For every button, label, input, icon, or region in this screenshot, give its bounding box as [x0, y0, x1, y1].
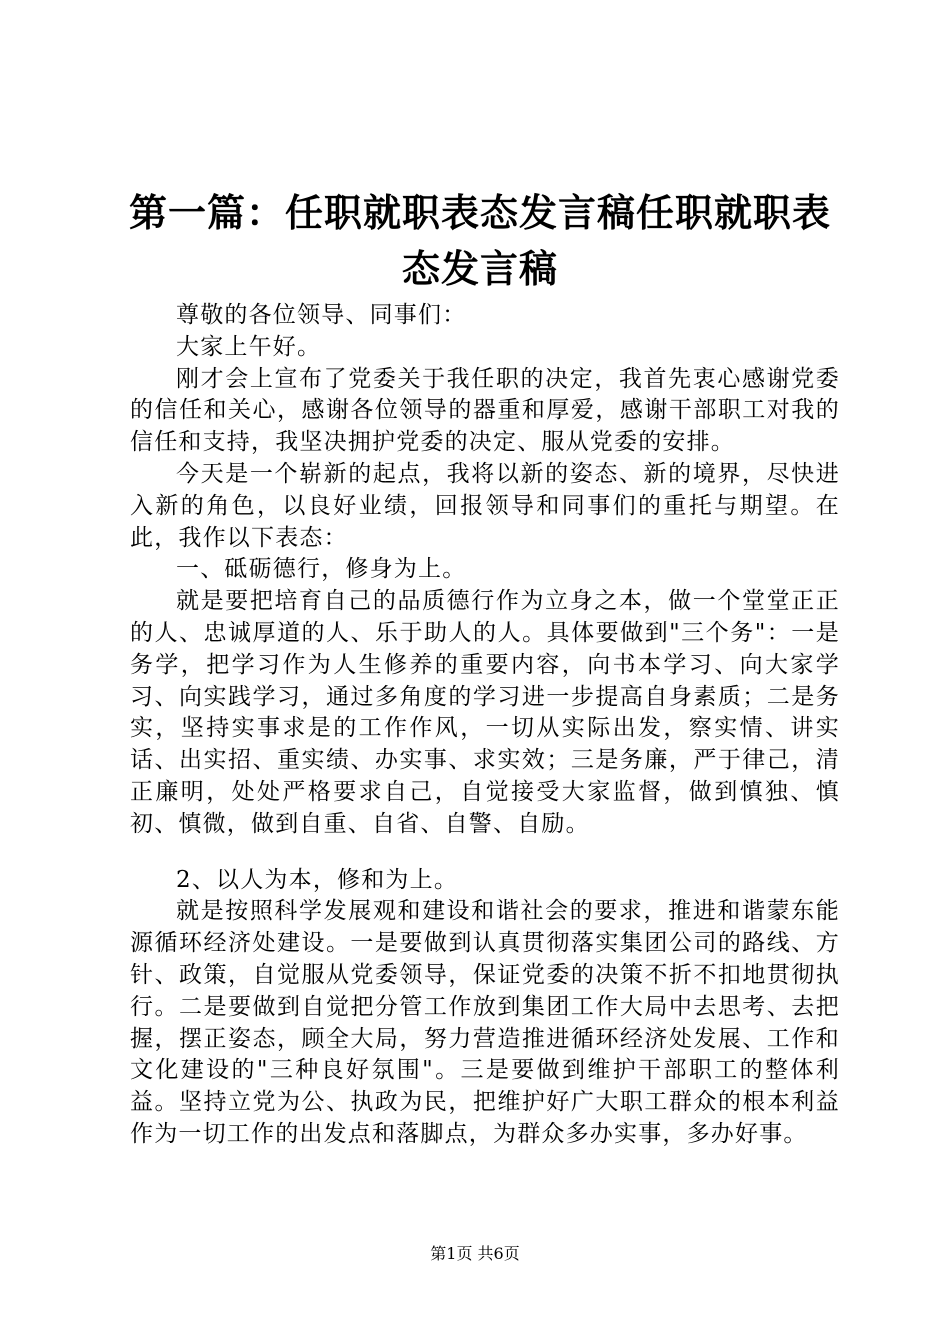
document-title: 第一篇：任职就职表态发言稿任职就职表态发言稿	[128, 191, 831, 292]
section-heading-1: 一、砥砺德行，修身为上。	[176, 556, 467, 583]
paragraph-section-1: 就是要把培育自己的品质德行作为立身之本，做一个堂堂正正的人、忠诚厚道的人、乐于助人的人。具体要做到"三个务"：一是务学，把学习作为人生修养的重要内容，向书本学习、向大家学习、向实践学习，通过多角度的学习进一步提高自身素质；二是务实，坚持实事求是的工作作风，一切从实际出发，察实情、讲实话、出实招、重实绩、办实事、求实效；三是务廉，严于律己，清正廉明，处处严格要求自己，自觉接受大家监督，做到慎独、慎初、慎微，做到自重、自省、自警、自励。	[130, 588, 840, 837]
paragraph-new-start: 今天是一个崭新的起点，我将以新的姿态、新的境界，尽快进入新的角色，以良好业绩，回报领导和同事们的重托与期望。在此，我作以下表态：	[130, 460, 840, 551]
paragraph-section-2: 就是按照科学发展观和建设和谐社会的要求，推进和谐蒙东能源循环经济处建设。一是要做到认真贯彻落实集团公司的路线、方针、政策，自觉服从党委领导，保证党委的决策不折不扣地贯彻执行。二是要做到自觉把分管工作放到集团工作大局中去思考、去把握，摆正姿态，顾全大局，努力营造推进循环经济处发展、工作和文化建设的"三种良好氛围"。三是要做到维护干部职工的整体利益。坚持立党为公、执政为民，把维护好广大职工群众的根本利益作为一切工作的出发点和落脚点，为群众多办实事，多办好事。	[130, 898, 840, 1147]
greeting: 大家上午好。	[176, 333, 322, 360]
page-number-footer: 第1页 共6页	[430, 1244, 520, 1263]
paragraph-thanks: 刚才会上宣布了党委关于我任职的决定，我首先衷心感谢党委的信任和关心，感谢各位领导的器重和厚爱，感谢干部职工对我的信任和支持，我坚决拥护党委的决定、服从党委的安排。	[130, 365, 840, 456]
section-heading-2: 2、以人为本，修和为上。	[176, 866, 459, 893]
document-body	[130, 300, 840, 1151]
salutation: 尊敬的各位领导、同事们：	[176, 302, 467, 328]
